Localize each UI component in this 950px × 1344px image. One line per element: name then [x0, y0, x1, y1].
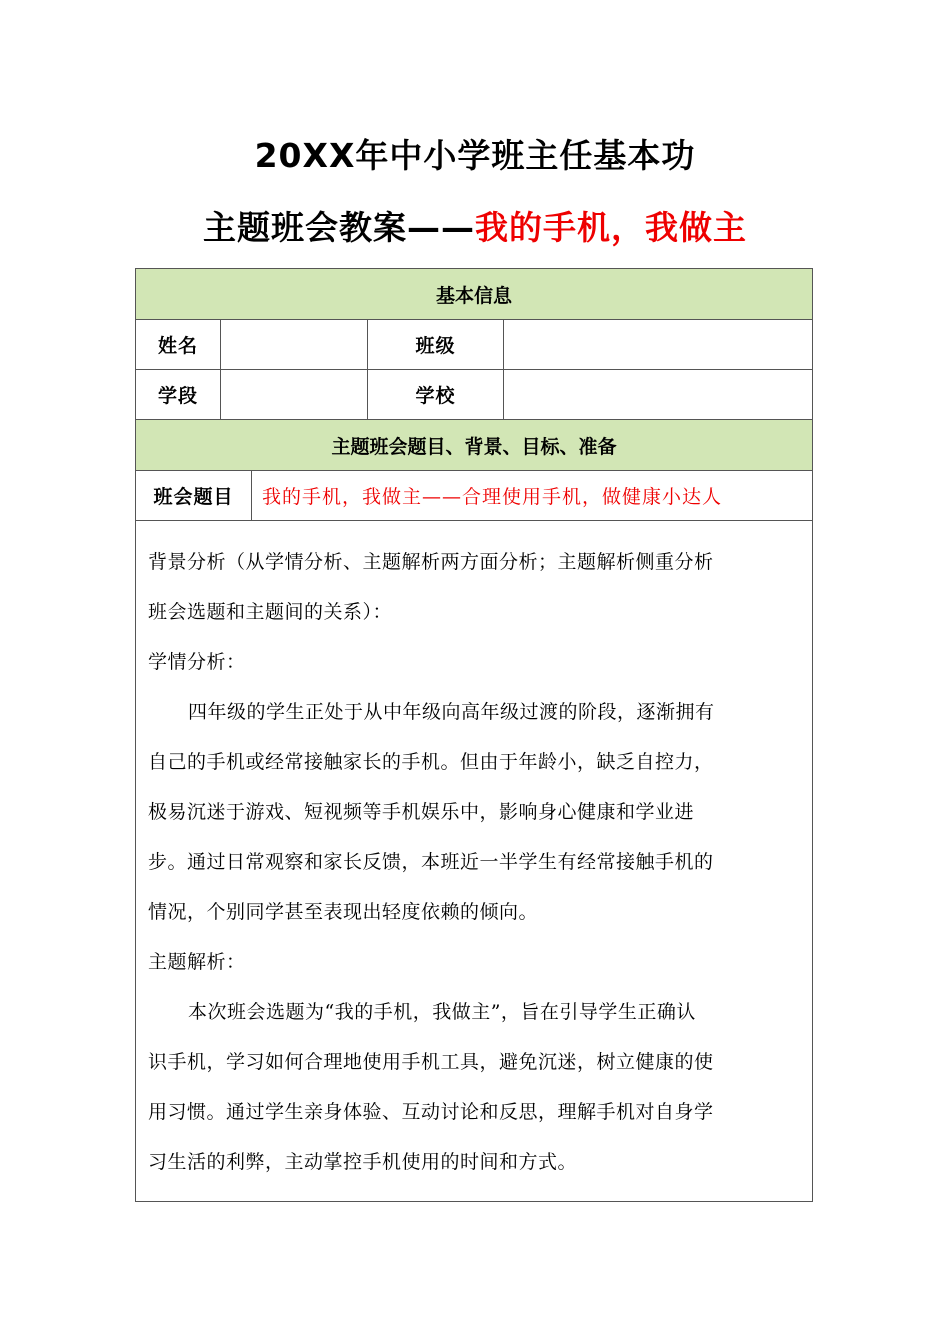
intro-line: 背景分析（从学情分析、主题解析两方面分析；主题解析侧重分析 [148, 551, 714, 573]
stage-label: 学段 [136, 370, 221, 420]
background-analysis-cell [136, 521, 813, 1202]
school-field[interactable] [504, 370, 813, 420]
school-label: 学校 [368, 370, 504, 420]
student-analysis-heading: 学情分析： [148, 651, 246, 673]
class-field[interactable] [504, 320, 813, 370]
lesson-plan-table [135, 268, 813, 1202]
title-line-1: 20XX年中小学班主任基本功 [254, 136, 696, 175]
student-analysis-line: 极易沉迷于游戏、短视频等手机娱乐中，影响身心健康和学业进 [148, 801, 695, 823]
class-label: 班级 [368, 320, 504, 370]
topic-value: 我的手机，我做主——合理使用手机，做健康小达人 [252, 471, 813, 521]
stage-field[interactable] [221, 370, 368, 420]
name-label: 姓名 [136, 320, 221, 370]
theme-analysis-line: 用习惯。通过学生亲身体验、互动讨论和反思，理解手机对自身学 [148, 1101, 714, 1123]
theme-analysis-line: 习生活的利弊，主动掌控手机使用的时间和方式。 [148, 1151, 578, 1173]
theme-analysis-line: 本次班会选题为“我的手机，我做主”，旨在引导学生正确认 [188, 1001, 696, 1023]
student-analysis-line: 步。通过日常观察和家长反馈，本班近一半学生有经常接触手机的 [148, 851, 714, 873]
theme-section-header: 主题班会题目、背景、目标、准备 [136, 420, 813, 471]
theme-analysis-line: 识手机，学习如何合理地使用手机工具，避免沉迷，树立健康的使 [148, 1051, 714, 1073]
intro-line: 班会选题和主题间的关系）： [148, 601, 393, 623]
title-line-2-highlight: 我的手机，我做主 [475, 208, 747, 247]
name-field[interactable] [221, 320, 368, 370]
basic-info-header: 基本信息 [136, 269, 813, 320]
title-line-2 [0, 202, 950, 249]
student-analysis-line: 情况，个别同学甚至表现出轻度依赖的倾向。 [148, 901, 539, 923]
theme-analysis-heading: 主题解析： [148, 951, 246, 973]
title-line-2-prefix: 主题班会教案—— [203, 208, 475, 247]
student-analysis-line: 自己的手机或经常接触家长的手机。但由于年龄小，缺乏自控力， [148, 751, 714, 773]
student-analysis-line: 四年级的学生正处于从中年级向高年级过渡的阶段，逐渐拥有 [188, 701, 715, 723]
topic-label: 班会题目 [136, 471, 252, 521]
